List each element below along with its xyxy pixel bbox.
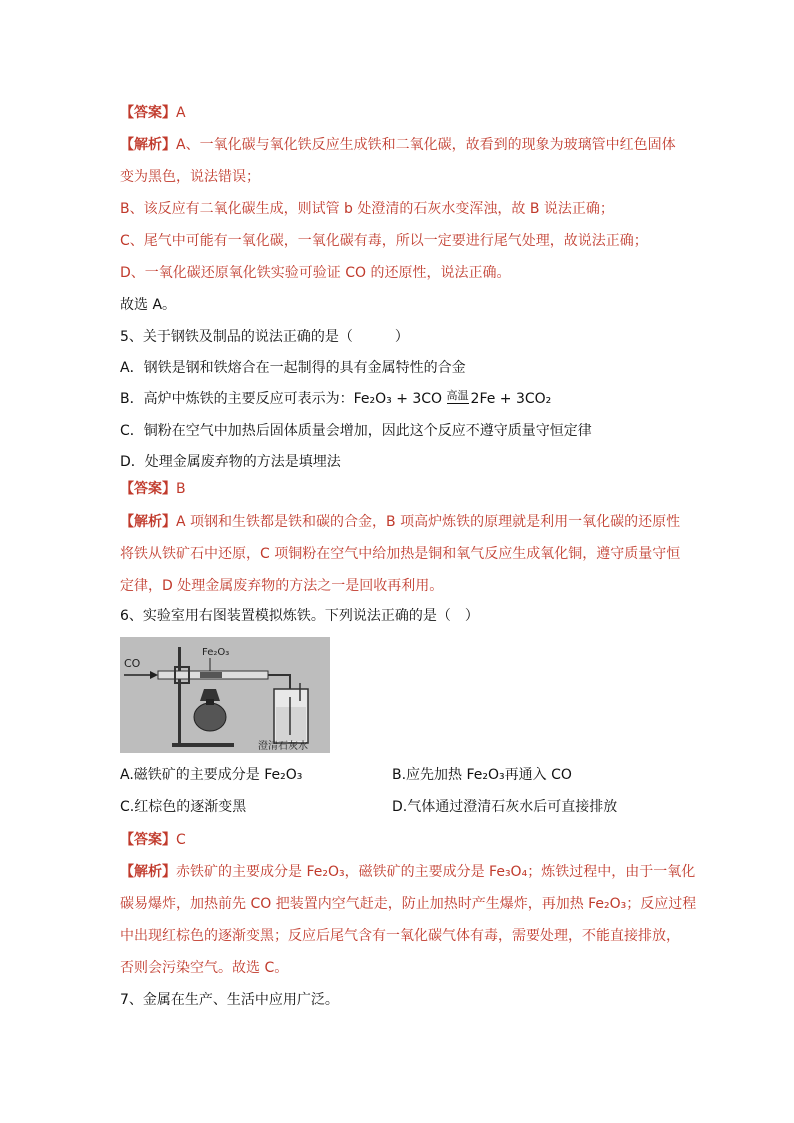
q4-analysis-line-2: 变为黑色，说法错误； (120, 169, 260, 185)
stand-base (172, 743, 234, 747)
analysis-text: A、一氧化碳与氧化铁反应生成铁和二氧化碳，故看到的现象为玻璃管中红色固体 (176, 137, 676, 153)
q4-analysis-line-3: B、该反应有二氧化碳生成，则试管 b 处澄清的石灰水变浑浊，故 B 说法正确； (120, 201, 614, 217)
q5-analysis-line-1 (120, 512, 680, 532)
option-b-suffix: 2Fe + 3CO₂ (470, 391, 552, 407)
q6-analysis-line-2: 碳易爆炸，加热前先 CO 把装置内空气赶走，防止加热时产生爆炸，再加热 Fe₂O₃；反应过程 (120, 896, 697, 912)
alcohol-lamp (194, 703, 226, 731)
q6-option-b: B.应先加热 Fe₂O₃再通入 CO (392, 767, 572, 783)
q5-stem: 5、关于钢铁及制品的说法正确的是（ ） (120, 329, 409, 345)
q4-answer (120, 103, 186, 123)
reaction-condition: 高温 (446, 389, 469, 402)
limewater-liquid (276, 707, 306, 741)
answer-tag: 【答案】 (120, 832, 176, 848)
q6-option-c: C.红棕色的逐渐变黑 (120, 799, 247, 815)
answer-value: C (176, 832, 186, 848)
answer-value: A (176, 105, 186, 121)
analysis-text: 赤铁矿的主要成分是 Fe₂O₃，磁铁矿的主要成分是 Fe₃O₄；炼铁过程中，由于一氧化 (176, 864, 696, 880)
analysis-tag: 【解析】 (120, 137, 176, 153)
q7-stem: 7、金属在生产、生活中应用广泛。 (120, 992, 339, 1008)
fe2o3-label: Fe₂O₃ (202, 647, 230, 658)
q5-option-b (120, 389, 551, 409)
lamp-neck (206, 699, 214, 705)
answer-tag: 【答案】 (120, 105, 176, 121)
analysis-tag: 【解析】 (120, 514, 176, 530)
q6-answer (120, 830, 186, 850)
q6-stem: 6、实验室用右图装置模拟炼铁。下列说法正确的是（ ） (120, 608, 479, 624)
apparatus-figure (120, 637, 330, 753)
q4-analysis-line-5: D、一氧化碳还原氧化铁实验可验证 CO 的还原性，说法正确。 (120, 265, 511, 281)
co-label: CO (124, 657, 141, 670)
q4-conclusion: 故选 A。 (120, 297, 177, 313)
answer-tag: 【答案】 (120, 481, 176, 497)
q5-analysis-line-3: 定律，D 处理金属废弃物的方法之一是回收再利用。 (120, 578, 444, 594)
q5-option-a: A．钢铁是钢和铁熔合在一起制得的具有金属特性的合金 (120, 360, 466, 376)
q6-analysis-line-3: 中出现红棕色的逐渐变黑；反应后尾气含有一氧化碳气体有毒，需要处理，不能直接排放， (120, 928, 680, 944)
limewater-label: 澄清石灰水 (258, 741, 308, 752)
q6-analysis-line-4: 否则会污染空气。故选 C。 (120, 960, 289, 976)
q5-option-d: D．处理金属废弃物的方法是填埋法 (120, 454, 341, 470)
q5-analysis-line-2: 将铁从铁矿石中还原，C 项铜粉在空气中给加热是铜和氧气反应生成氧化铜，遵守质量守恒 (120, 546, 681, 562)
q6-analysis-line-1 (120, 862, 695, 882)
q6-option-d: D.气体通过澄清石灰水后可直接排放 (392, 799, 618, 815)
q5-answer (120, 479, 186, 499)
iron-oxide-sample (200, 672, 222, 678)
answer-value: B (176, 481, 186, 497)
analysis-tag: 【解析】 (120, 864, 176, 880)
q5-option-c: C．铜粉在空气中加热后固体质量会增加，因此这个反应不遵守质量守恒定律 (120, 423, 592, 439)
q4-analysis-line-1 (120, 135, 676, 155)
apparatus-diagram (120, 637, 330, 753)
option-b-prefix: B．高炉中炼铁的主要反应可表示为：Fe₂O₃ + 3CO (120, 391, 447, 407)
stand-rod (178, 647, 181, 743)
analysis-text: A 项钢和生铁都是铁和碳的合金，B 项高炉炼铁的原理就是利用一氧化碳的还原性 (176, 514, 681, 530)
q4-analysis-line-4: C、尾气中可能有一氧化碳，一氧化碳有毒，所以一定要进行尾气处理，故说法正确； (120, 233, 648, 249)
q6-option-a: A.磁铁矿的主要成分是 Fe₂O₃ (120, 767, 303, 783)
